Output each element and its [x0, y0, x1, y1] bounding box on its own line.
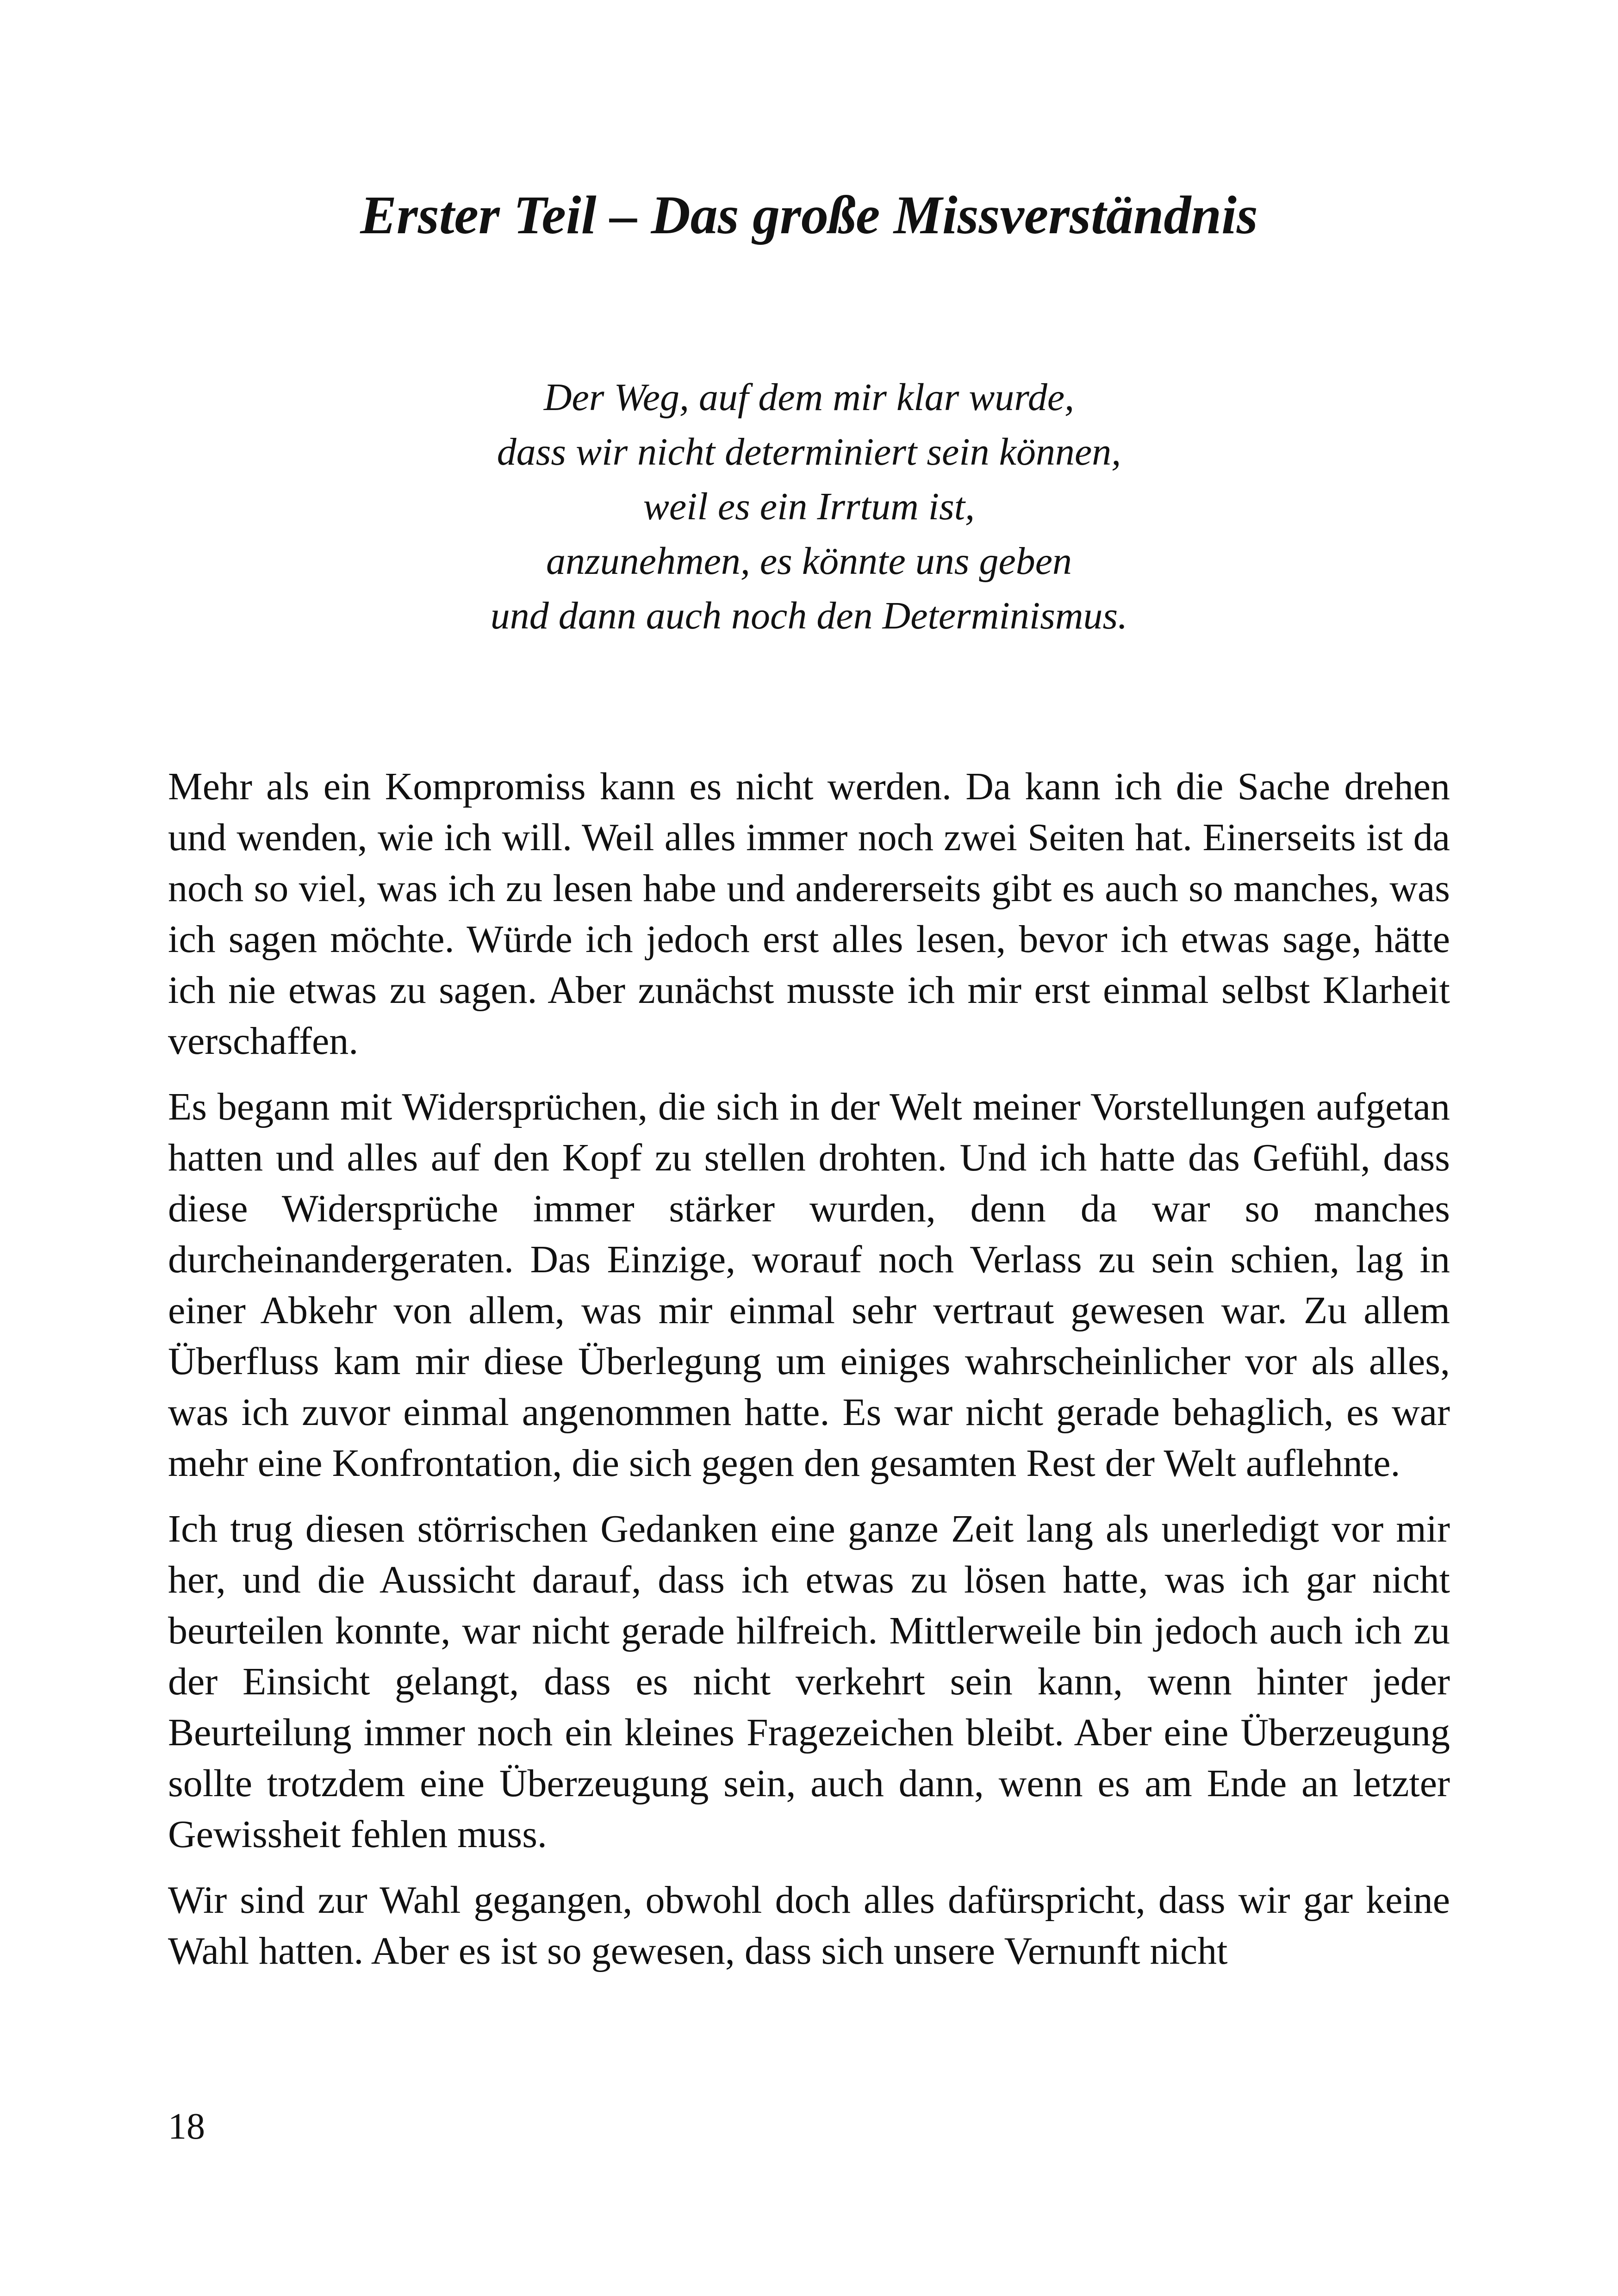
epigraph-line: dass wir nicht determiniert sein können, — [497, 430, 1121, 473]
epigraph-line: Der Weg, auf dem mir klar wurde, — [543, 376, 1075, 419]
body-text — [168, 761, 1450, 1991]
epigraph-line: und dann auch noch den Determinismus. — [490, 594, 1128, 637]
paragraph: Ich trug diesen störrischen Gedanken eine ganze Zeit lang als unerledigt vor mir her, und die Aussicht darauf, dass ich etwas zu lösen hatte, was ich gar nicht beurteilen konnte, war nicht gerade hilfreich. Mittlerweile bin jedoch auch ich zu der Einsicht gelangt, dass es nicht verkehrt sein kann, wenn hinter jeder Beurteilung immer noch ein kleines Fragezeichen bleibt. Aber eine Überzeugung sollte trotzdem eine Überzeugung sein, auch dann, wenn es am Ende an letzter Gewissheit fehlen muss. — [168, 1507, 1450, 1856]
paragraph: Mehr als ein Kompromiss kann es nicht werden. Da kann ich die Sache drehen und wenden, wie ich will. Weil alles immer noch zwei Seiten hat. Einerseits ist da noch so viel, was ich zu lesen habe und andererseits gibt es auch so manches, was ich sagen möchte. Würde ich jedoch erst alles lesen, bevor ich etwas sage, hätte ich nie etwas zu sagen. Aber zunächst musste ich mir erst einmal selbst Klarheit verschaffen. — [168, 765, 1450, 1063]
page-number: 18 — [168, 2106, 205, 2147]
epigraph — [0, 370, 1618, 643]
epigraph-line: anzunehmen, es könnte uns geben — [546, 540, 1072, 583]
chapter-title: Erster Teil – Das große Missverständnis — [360, 185, 1258, 245]
epigraph-line: weil es ein Irrtum ist, — [643, 485, 975, 528]
paragraph: Es begann mit Widersprüchen, die sich in der Welt meiner Vorstellungen aufgetan hatten und alles auf den Kopf zu stellen drohten. Und ich hatte das Gefühl, dass diese Widersprüche immer stärker wurden, denn da war so manches durcheinandergeraten. Das Einzige, worauf noch Verlass zu sein schien, lag in einer Abkehr von allem, was mir einmal sehr vertraut gewesen war. Zu allem Überfluss kam mir diese Überlegung um einiges wahrscheinlicher vor als alles, was ich zuvor einmal angenommen hatte. Es war nicht gerade behaglich, es war mehr eine Konfrontation, die sich gegen den gesamten Rest der Welt auflehnte. — [168, 1085, 1450, 1485]
paragraph: Wir sind zur Wahl gegangen, obwohl doch alles dafürspricht, dass wir gar keine Wahl hatten. Aber es ist so gewesen, dass sich unsere Vernunft nicht — [168, 1879, 1450, 1972]
